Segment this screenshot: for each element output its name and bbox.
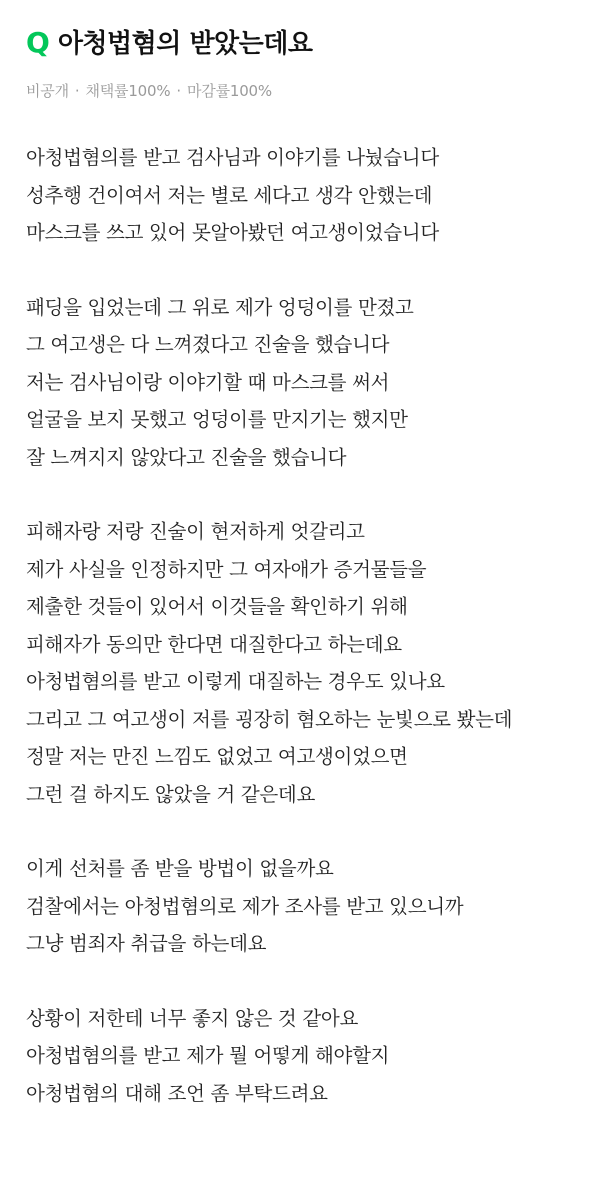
body-paragraph [26,850,574,963]
body-text-line: 검찰에서는 아청법혐의로 제가 조사를 받고 있으니까 [26,894,464,918]
adoption-rate: 채택률100% [85,82,171,100]
body-paragraph [26,1000,574,1113]
body-text-line: 잘 느껴지지 않았다고 진술을 했습니다 [26,445,347,469]
question-page [0,24,600,1192]
body-text-line: 그런 걸 하지도 않았을 거 같은데요 [26,782,316,806]
body-text-line: 아청법혐의 대해 조언 좀 부탁드려요 [26,1081,328,1105]
question-meta [26,84,574,99]
body-paragraph [26,513,574,813]
question-body [26,139,574,1112]
body-text-line: 아청법혐의를 받고 검사님과 이야기를 나눴습니다 [26,146,439,169]
body-text-line: 피해자랑 저랑 진술이 현저하게 엇갈리고 [26,520,365,543]
body-text-line: 이게 선처를 좀 받을 방법이 없을까요 [26,857,334,880]
body-text-line: 제가 사실을 인정하지만 그 여자애가 증거물들을 [26,557,427,581]
question-title: 아청법혐의 받았는데요 [57,29,313,59]
body-paragraph [26,289,574,477]
body-text-line: 마스크를 쓰고 있어 못알아봤던 여고생이었습니다 [26,221,439,244]
meta-separator: · [74,82,80,100]
meta-separator: · [176,82,181,100]
body-text-line: 그리고 그 여고생이 저를 굉장히 혐오하는 눈빛으로 봤는데 [26,707,513,731]
body-text-line: 패딩을 입었는데 그 위로 제가 엉덩이를 만졌고 [26,295,414,319]
closing-rate: 마감률100% [187,82,272,100]
visibility-label: 비공개 [26,82,69,100]
body-paragraph [26,139,574,252]
body-text-line: 그냥 범죄자 취급을 하는데요 [26,932,267,955]
body-text-line: 아청법혐의를 받고 이렇게 대질하는 경우도 있나요 [26,670,445,693]
body-text-line: 상황이 저한테 너무 좋지 않은 것 같아요 [26,1006,358,1030]
body-text-line: 정말 저는 만진 느낌도 없었고 여고생이었으면 [26,745,408,768]
body-text-line: 저는 검사님이랑 이야기할 때 마스크를 써서 [26,370,390,394]
body-text-line: 성추행 건이여서 저는 별로 세다고 생각 안했는데 [26,183,433,207]
body-text-line: 피해자가 동의만 한다면 대질한다고 하는데요 [26,632,402,656]
body-text-line: 얼굴을 보지 못했고 엉덩이를 만지기는 했지만 [26,408,408,431]
body-text-line: 아청법혐의를 받고 제가 뭘 어떻게 해야할지 [26,1044,390,1067]
question-header [26,24,574,64]
body-text-line: 제출한 것들이 있어서 이것들을 확인하기 위해 [26,595,408,618]
body-text-line: 그 여고생은 다 느껴졌다고 진술을 했습니다 [26,333,390,356]
question-q-icon: Q [26,26,50,59]
